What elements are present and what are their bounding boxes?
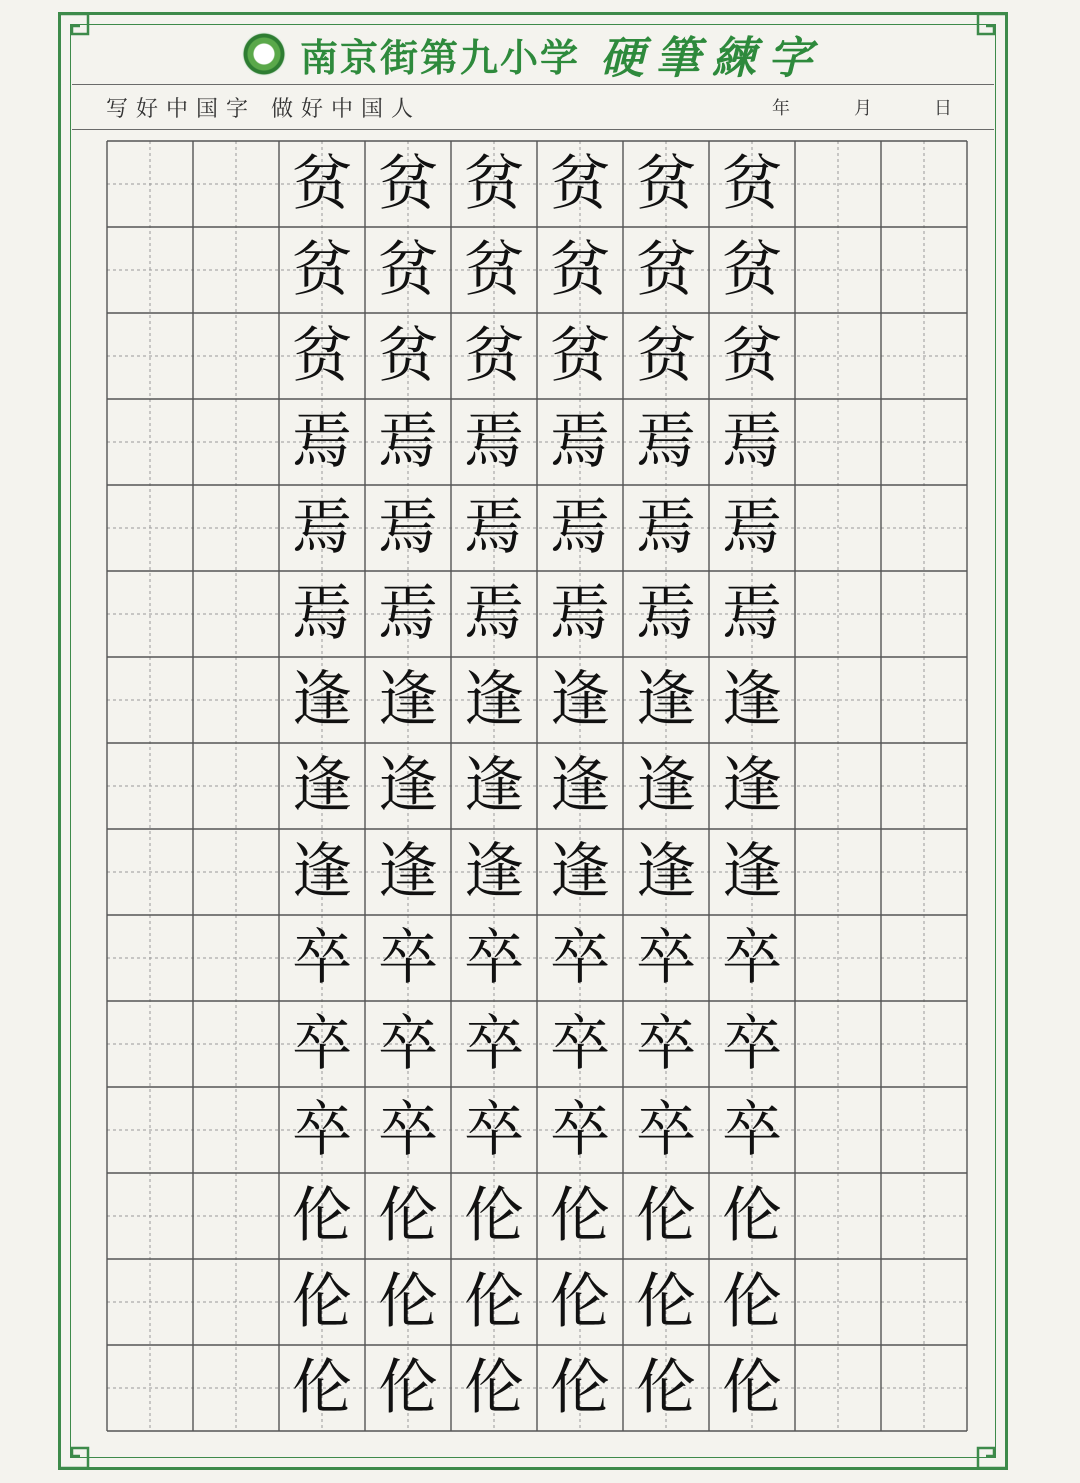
- practice-character: 贫: [292, 321, 352, 391]
- practice-character: 伦: [464, 1353, 524, 1423]
- practice-character: 焉: [550, 579, 610, 649]
- practice-character: 焉: [550, 407, 610, 477]
- practice-character: 焉: [636, 579, 696, 649]
- practice-character: 伦: [636, 1181, 696, 1251]
- practice-character: 伦: [292, 1267, 352, 1337]
- practice-character: 焉: [722, 493, 782, 563]
- practice-character: 贫: [464, 235, 524, 305]
- practice-character: 伦: [378, 1353, 438, 1423]
- practice-character: 逢: [464, 837, 524, 907]
- practice-character: 贫: [378, 321, 438, 391]
- practice-character: 逢: [550, 665, 610, 735]
- practice-character: 卒: [464, 1009, 524, 1079]
- corner-ornament-icon: [968, 1430, 1008, 1470]
- practice-character: 逢: [636, 665, 696, 735]
- practice-character: 贫: [636, 235, 696, 305]
- practice-character: 卒: [464, 923, 524, 993]
- practice-character: 卒: [722, 1095, 782, 1165]
- practice-character: 贫: [722, 149, 782, 219]
- practice-character: 卒: [292, 923, 352, 993]
- practice-character: 焉: [292, 493, 352, 563]
- practice-character: 贫: [378, 149, 438, 219]
- practice-character: 伦: [722, 1267, 782, 1337]
- motto-bar: [72, 84, 994, 130]
- practice-character: 逢: [292, 837, 352, 907]
- practice-character: 焉: [292, 579, 352, 649]
- practice-character: 贫: [550, 149, 610, 219]
- practice-character: 卒: [378, 923, 438, 993]
- practice-character: 逢: [292, 751, 352, 821]
- school-emblem-icon: [242, 32, 286, 76]
- practice-character: 伦: [464, 1181, 524, 1251]
- practice-character: 卒: [292, 1009, 352, 1079]
- practice-character: 逢: [292, 665, 352, 735]
- practice-character: 逢: [378, 837, 438, 907]
- motto-text: 写好中国字 做好中国人: [106, 96, 421, 122]
- practice-character: 贫: [292, 149, 352, 219]
- practice-character: 逢: [722, 665, 782, 735]
- practice-character: 逢: [464, 751, 524, 821]
- practice-character: 伦: [464, 1267, 524, 1337]
- practice-character: 焉: [292, 407, 352, 477]
- practice-character: 逢: [722, 751, 782, 821]
- practice-character: 焉: [464, 493, 524, 563]
- practice-character: 逢: [636, 837, 696, 907]
- practice-character: 焉: [464, 579, 524, 649]
- practice-character: 卒: [378, 1095, 438, 1165]
- school-name: 南京街第九小学: [299, 35, 580, 80]
- practice-character: 卒: [550, 1009, 610, 1079]
- practice-character: 逢: [550, 751, 610, 821]
- practice-character: 逢: [378, 751, 438, 821]
- practice-character: 卒: [636, 1095, 696, 1165]
- practice-character: 卒: [550, 1095, 610, 1165]
- practice-character: 伦: [292, 1353, 352, 1423]
- practice-character: 贫: [550, 321, 610, 391]
- practice-character: 贫: [722, 235, 782, 305]
- practice-character: 伦: [550, 1267, 610, 1337]
- practice-character: 卒: [378, 1009, 438, 1079]
- practice-character: 贫: [464, 149, 524, 219]
- practice-character: 贫: [378, 235, 438, 305]
- practice-character: 伦: [378, 1267, 438, 1337]
- practice-character: 卒: [464, 1095, 524, 1165]
- practice-character: 焉: [722, 579, 782, 649]
- practice-character: 卒: [722, 923, 782, 993]
- practice-character: 卒: [636, 1009, 696, 1079]
- practice-character: 伦: [550, 1353, 610, 1423]
- practice-character: 贫: [464, 321, 524, 391]
- practice-character: 贫: [550, 235, 610, 305]
- date-year-label: 年: [772, 98, 790, 119]
- practice-character: 贫: [292, 235, 352, 305]
- practice-character: 焉: [378, 493, 438, 563]
- practice-character: 卒: [722, 1009, 782, 1079]
- practice-character: 逢: [464, 665, 524, 735]
- practice-character: 伦: [550, 1181, 610, 1251]
- practice-character: 逢: [722, 837, 782, 907]
- practice-character: 焉: [378, 579, 438, 649]
- practice-character: 贫: [636, 149, 696, 219]
- practice-character: 卒: [550, 923, 610, 993]
- practice-character: 逢: [550, 837, 610, 907]
- practice-character: 焉: [550, 493, 610, 563]
- corner-ornament-icon: [58, 1430, 98, 1470]
- practice-character: 逢: [378, 665, 438, 735]
- practice-character: 焉: [636, 493, 696, 563]
- practice-character: 伦: [378, 1181, 438, 1251]
- practice-character: 焉: [722, 407, 782, 477]
- practice-character: 卒: [636, 923, 696, 993]
- sheet-title: 硬筆練字: [600, 33, 824, 84]
- practice-character: 贫: [722, 321, 782, 391]
- practice-character: 焉: [378, 407, 438, 477]
- practice-character: 焉: [464, 407, 524, 477]
- date-day-label: 日: [934, 98, 952, 119]
- practice-character: 逢: [636, 751, 696, 821]
- date-month-label: 月: [854, 98, 872, 119]
- practice-character: 伦: [636, 1353, 696, 1423]
- practice-character: 伦: [722, 1353, 782, 1423]
- practice-character: 伦: [636, 1267, 696, 1337]
- practice-character: 伦: [292, 1181, 352, 1251]
- sheet-header: [72, 26, 994, 82]
- practice-character: 贫: [636, 321, 696, 391]
- practice-character: 伦: [722, 1181, 782, 1251]
- practice-character: 卒: [292, 1095, 352, 1165]
- practice-character: 焉: [636, 407, 696, 477]
